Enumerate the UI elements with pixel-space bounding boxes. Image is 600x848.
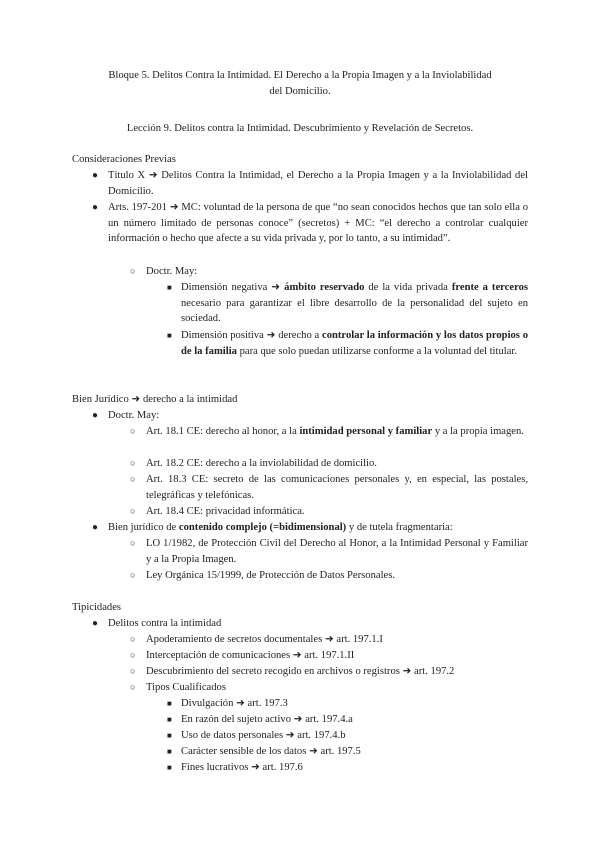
list-item: ○ Apoderamiento de secretos documentales ➜ art. 197.1.I	[146, 632, 528, 648]
list-item: ○ Tipos Cualificados	[146, 680, 528, 696]
list-item: ■ Divulgación ➜ art. 197.3	[181, 696, 528, 712]
list-item: ■ Carácter sensible de los datos ➜ art. 197.5	[181, 744, 528, 760]
bullet-dot-icon: ●	[92, 618, 99, 629]
section-heading-previas: Consideraciones Previas	[72, 154, 176, 165]
bullet-square-icon: ■	[167, 331, 172, 340]
bullet-square-icon: ■	[167, 731, 172, 740]
list-item: ● Delitos contra la intimidad	[108, 616, 528, 632]
list-item: ■ En razón del sujeto activo ➜ art. 197.4.a	[181, 712, 528, 728]
list-item: ○ Interceptación de comunicaciones ➜ art. 197.1.II	[146, 648, 528, 664]
bullet-dot-icon: ●	[92, 170, 99, 181]
bullet-dot-icon: ●	[92, 410, 99, 421]
list-item: ● Arts. 197-201 ➜ MC: voluntad de la persona de que “no sean conocidos hechos que tan solo ella o un número limitado de personas conoce” (secretos) + MC: “el derecho a controlar cualquier información o hecho que afecte a su vida privada y, por lo tanto, a su intimidad”.	[92, 202, 528, 244]
bullet-circle-icon: ○	[130, 650, 136, 660]
bullet-square-icon: ■	[167, 747, 172, 756]
section-heading-bien: Bien Jurídico ➜ derecho a la intimidad	[72, 394, 238, 405]
list-item: ■ Fines lucrativos ➜ art. 197.6	[181, 760, 528, 776]
lesson-title: Lección 9. Delitos contra la Intimidad. Descubrimiento y Revelación de Secretos.	[126, 123, 474, 134]
section-heading-tipicidades: Tipicidades	[72, 602, 122, 613]
list-item: ■ Dimensión positiva ➜ derecho a controlar la información y los datos propios o de la familia para que solo puedan utilizarse conforme a la voluntad del titular.	[167, 330, 529, 357]
list-item: ○ Doctr. May:	[146, 264, 528, 280]
bullet-square-icon: ■	[167, 715, 172, 724]
bullet-square-icon: ■	[167, 283, 172, 292]
bullet-circle-icon: ○	[130, 570, 136, 580]
bullet-circle-icon: ○	[130, 666, 136, 676]
list-item: ○ Art. 18.2 CE: derecho a la inviolabilidad de domicilio.	[146, 456, 528, 472]
list-item: ○ Descubrimiento del secreto recogido en archivos o registros ➜ art. 197.2	[146, 664, 528, 680]
list-item: ○ Art. 18.1 CE: derecho al honor, a la intimidad personal y familiar y a la propia imagen.	[146, 424, 528, 440]
bullet-circle-icon: ○	[130, 506, 136, 516]
list-item: ● Título X ➜ Delitos Contra la Intimidad, el Derecho a la Propia Imagen y a la Inviolabilidad del Domicilio.	[92, 170, 528, 197]
bullet-circle-icon: ○	[130, 682, 136, 692]
bullet-dot-icon: ●	[92, 522, 99, 533]
bullet-square-icon: ■	[167, 699, 172, 708]
bullet-square-icon: ■	[167, 763, 172, 772]
document-title-line2: del Domicilio.	[269, 86, 331, 97]
list-item: ○ Art. 18.3 CE: secreto de las comunicaciones personales y, en especial, las postales, telegráficas y telefónicas.	[130, 474, 528, 501]
list-item: ○ Ley Orgánica 15/1999, de Protección de Datos Personales.	[146, 568, 528, 584]
list-item: ○ Art. 18.4 CE: privacidad informática.	[146, 504, 528, 520]
list-item: ■ Dimensión negativa ➜ ámbito reservado de la vida privada frente a terceros necesario para garantizar el libre desarrollo de la personalidad del sujeto en sociedad.	[167, 282, 529, 324]
list-item: ■ Uso de datos personales ➜ art. 197.4.b	[181, 728, 528, 744]
document-title-line1: Bloque 5. Delitos Contra la Intimidad. El Derecho a la Propia Imagen y a la Inviolabilidad	[108, 70, 492, 81]
list-item: ● Doctr. May:	[108, 408, 528, 424]
bullet-circle-icon: ○	[130, 266, 136, 276]
bullet-dot-icon: ●	[92, 202, 99, 213]
bullet-circle-icon: ○	[130, 426, 136, 436]
bullet-circle-icon: ○	[130, 538, 136, 548]
bullet-circle-icon: ○	[130, 634, 136, 644]
bullet-circle-icon: ○	[130, 474, 136, 484]
bullet-circle-icon: ○	[130, 458, 136, 468]
list-item: ● Bien jurídico de contenido complejo (=bidimensional) y de tutela fragmentaria:	[108, 520, 528, 536]
list-item: ○ LO 1/1982, de Protección Civil del Derecho al Honor, a la Intimidad Personal y Familiar y a la Propia Imagen.	[130, 538, 528, 565]
